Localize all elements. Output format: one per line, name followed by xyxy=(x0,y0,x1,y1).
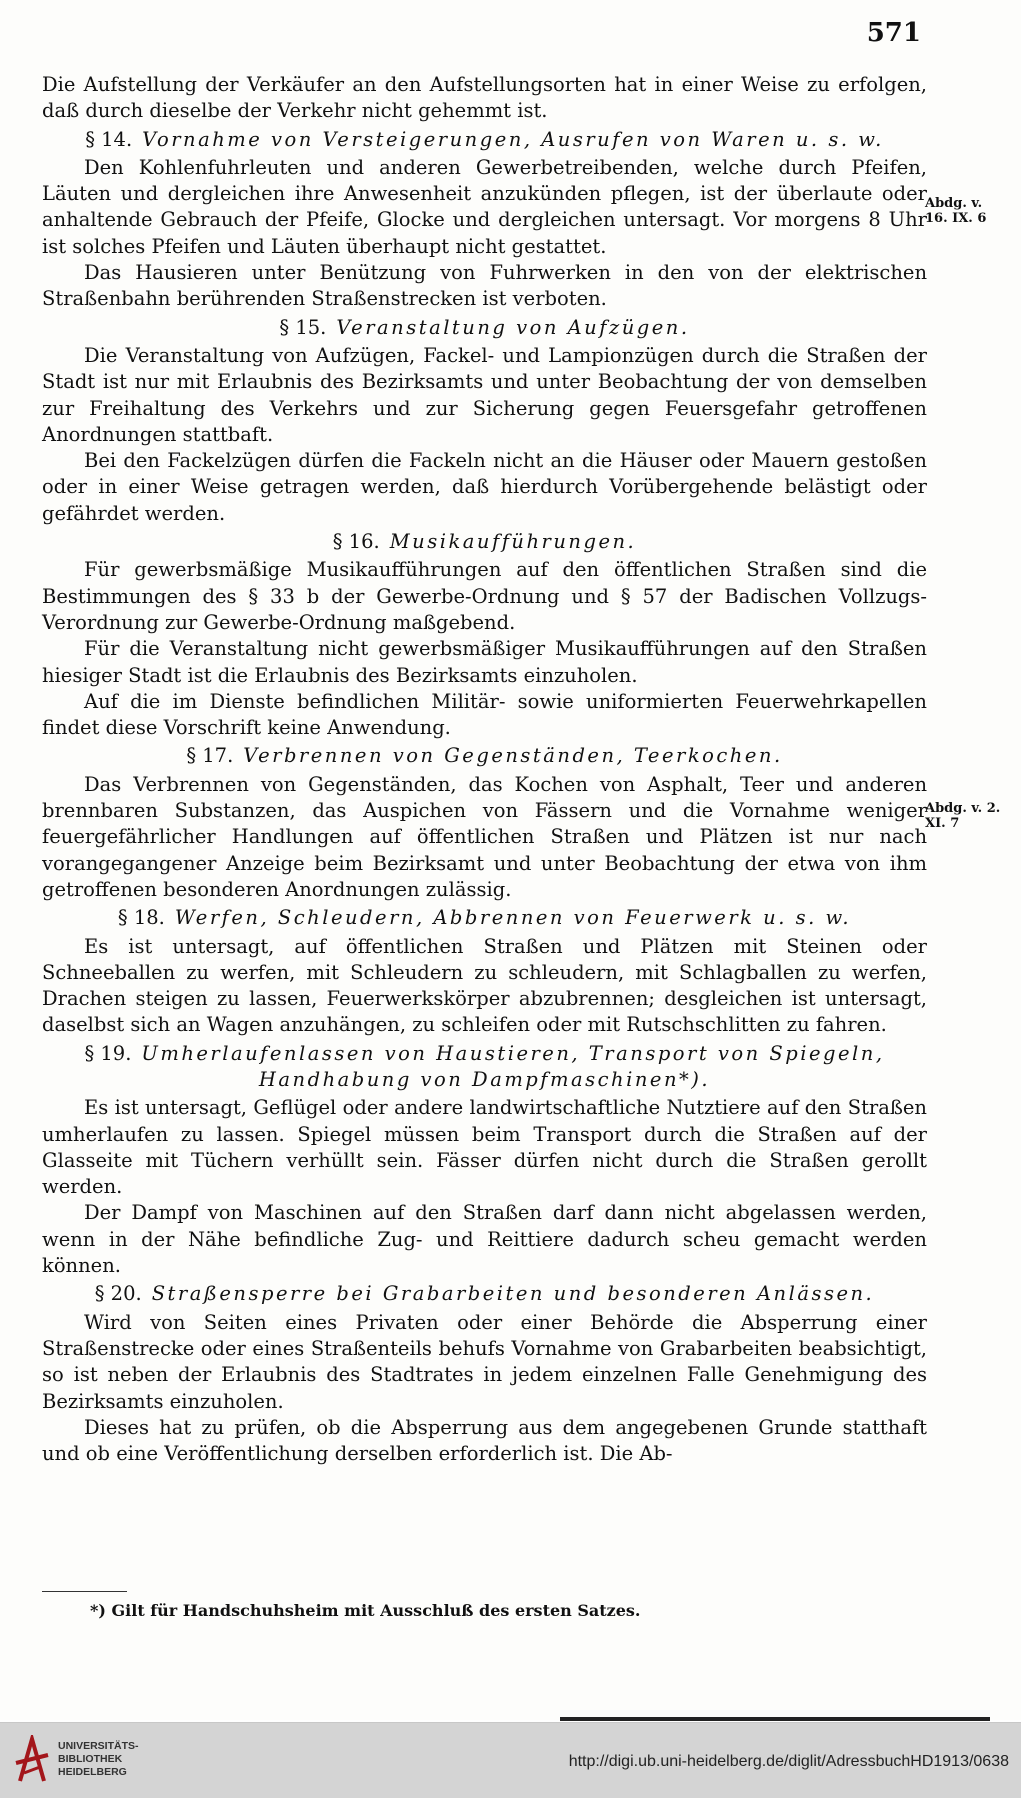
library-name-line: UNIVERSITÄTS- xyxy=(58,1740,139,1752)
library-name-line: BIBLIOTHEK xyxy=(58,1753,123,1765)
paragraph: Das Verbrennen von Gegenständen, das Kochen von Asphalt, Teer und anderen brennbaren Substanzen, das Auspichen von Fässern und die Vornahme weniger feuergefährlicher Handlungen auf öffentlichen Straßen und Plätzen ist nur nach vorangegangener Anzeige beim Bezirksamt und unter Beobachtung der etwa von ihm getroffenen besonderen Anordnungen zulässig. xyxy=(42,772,927,901)
section-title: Verbrennen von Gegenständen, Teerkochen. xyxy=(243,744,783,768)
library-logo-icon xyxy=(12,1735,52,1785)
footer-bar xyxy=(0,1722,1021,1798)
margin-note: Abdg. v. 2. XI. 7 xyxy=(925,801,1001,831)
section-heading-17 xyxy=(42,743,927,769)
paragraph: Für gewerbsmäßige Musikaufführungen auf den öffentlichen Straßen sind die Bestimmungen des § 33 b der Gewerbe-Ordnung und § 57 der Badischen Vollzugs-Verordnung zur Gewerbe-Ordnung maßgebend. xyxy=(42,558,927,634)
paragraph: Dieses hat zu prüfen, ob die Absperrung aus dem angegebenen Grunde statthaft und ob eine Veröffentlichung derselben erforderlich ist. Die Ab- xyxy=(42,1415,927,1466)
section-number: § 17. xyxy=(186,744,234,768)
section-title: Veranstaltung von Aufzügen. xyxy=(336,315,690,339)
section-heading-18 xyxy=(42,905,927,931)
page-body xyxy=(42,72,927,1467)
library-name xyxy=(58,1740,139,1779)
section-number: § 14. xyxy=(85,127,133,151)
section-number: § 15. xyxy=(279,315,327,339)
paragraph: Die Veranstaltung von Aufzügen, Fackel- und Lampionzügen durch die Straßen der Stadt ist nur mit Erlaubnis des Bezirksamts und unter Beobachtung der von demselben zur Freihaltung des Verkehrs und zur Sicherung gegen Feuersgefahr getroffenen Anordnungen stattbaft. xyxy=(42,343,927,446)
section-title: Musikaufführungen. xyxy=(389,530,637,554)
section-heading-14 xyxy=(42,127,927,153)
section-title: Vornahme von Versteigerungen, Ausrufen von Waren u. s. w. xyxy=(142,127,884,151)
paragraph: Bei den Fackelzügen dürfen die Fackeln nicht an die Häuser oder Mauern gestoßen oder in einer Weise getragen werden, daß hierdurch Vorübergehende belästigt oder gefährdet werden. xyxy=(42,449,927,525)
section-heading-20 xyxy=(42,1281,927,1307)
page-end-bar xyxy=(560,1717,990,1721)
paragraph: Den Kohlenfuhrleuten und anderen Gewerbetreibenden, welche durch Pfeifen, Läuten und dergleichen ihre Anwesenheit anzukünden pflegen, ist der überlaute oder anhaltende Gebrauch der Pfeife, Glocke und dergleichen untersagt. Vor morgens 8 Uhr ist solches Pfeifen und Läuten überhaupt nicht gestattet. xyxy=(42,155,927,258)
section-heading-19 xyxy=(42,1041,927,1094)
paragraph: Es ist untersagt, Geflügel oder andere landwirtschaftliche Nutztiere auf den Straßen umherlaufen zu lassen. Spiegel müssen beim Transport durch die Straßen auf der Glasseite mit Tüchern verhüllt sein. Fässer dürfen nicht durch die Straßen gerollt werden. xyxy=(42,1096,927,1199)
source-url-link[interactable]: http://digi.ub.uni-heidelberg.de/diglit/AdressbuchHD1913/0638 xyxy=(568,1753,1009,1770)
paragraph: Es ist untersagt, auf öffentlichen Straßen und Plätzen mit Steinen oder Schneeballen zu werfen, mit Schleudern zu schleudern, mit Schlagballen zu werfen, Drachen steigen zu lassen, Feuerwerkskörper abzubrennen; desgleichen ist untersagt, daselbst sich an Wagen anzuhängen, zu schleifen oder mit Rutschschlitten zu fahren. xyxy=(42,934,927,1037)
paragraph: Die Aufstellung der Verkäufer an den Aufstellungsorten hat in einer Weise zu erfolgen, daß durch dieselbe der Verkehr nicht gehemmt ist. xyxy=(42,73,927,123)
page-number: 571 xyxy=(866,18,921,48)
paragraph: Der Dampf von Maschinen auf den Straßen darf dann nicht abgelassen werden, wenn in der Nähe befindliche Zug- und Reittiere dadurch scheu gemacht werden können. xyxy=(42,1201,927,1278)
footnote-divider xyxy=(42,1591,127,1592)
section-number: § 19. xyxy=(84,1041,132,1065)
footnote: *) Gilt für Handschuhsheim mit Ausschluß des ersten Satzes. xyxy=(90,1601,641,1620)
section-title: Werfen, Schleudern, Abbrennen von Feuerwerk u. s. w. xyxy=(174,906,852,930)
section-number: § 16. xyxy=(332,530,380,554)
section-number: § 18. xyxy=(117,906,165,930)
section-number: § 20. xyxy=(94,1282,142,1306)
section-title: Straßensperre bei Grabarbeiten und besonderen Anlässen. xyxy=(151,1282,875,1306)
section-heading-16 xyxy=(42,529,927,555)
paragraph: Auf die im Dienste befindlichen Militär- sowie uniformierten Feuerwehrkapellen findet diese Vorschrift keine Anwendung. xyxy=(42,689,927,740)
paragraph: Für die Veranstaltung nicht gewerbsmäßiger Musikaufführungen auf den Straßen hiesiger Stadt ist die Erlaubnis des Bezirksamts einzuholen. xyxy=(42,637,927,687)
section-heading-15 xyxy=(42,315,927,341)
library-name-line: HEIDELBERG xyxy=(58,1766,127,1778)
section-title: Umherlaufenlassen von Haustieren, Transport von Spiegeln, Handhabung von Dampfmaschinen*). xyxy=(141,1041,885,1091)
margin-note: Abdg. v. 16. IX. 6 xyxy=(925,196,987,226)
paragraph: Das Hausieren unter Benützung von Fuhrwerken in den von der elektrischen Straßenbahn berührenden Straßenstrecken ist verboten. xyxy=(42,261,927,311)
paragraph: Wird von Seiten eines Privaten oder einer Behörde die Absperrung einer Straßenstrecke oder eines Straßenteils behufs Vornahme von Grabarbeiten beabsichtigt, so ist neben der Erlaubnis des Stadtrates in jedem einzelnen Falle Genehmigung des Bezirksamts einzuholen. xyxy=(42,1310,927,1413)
